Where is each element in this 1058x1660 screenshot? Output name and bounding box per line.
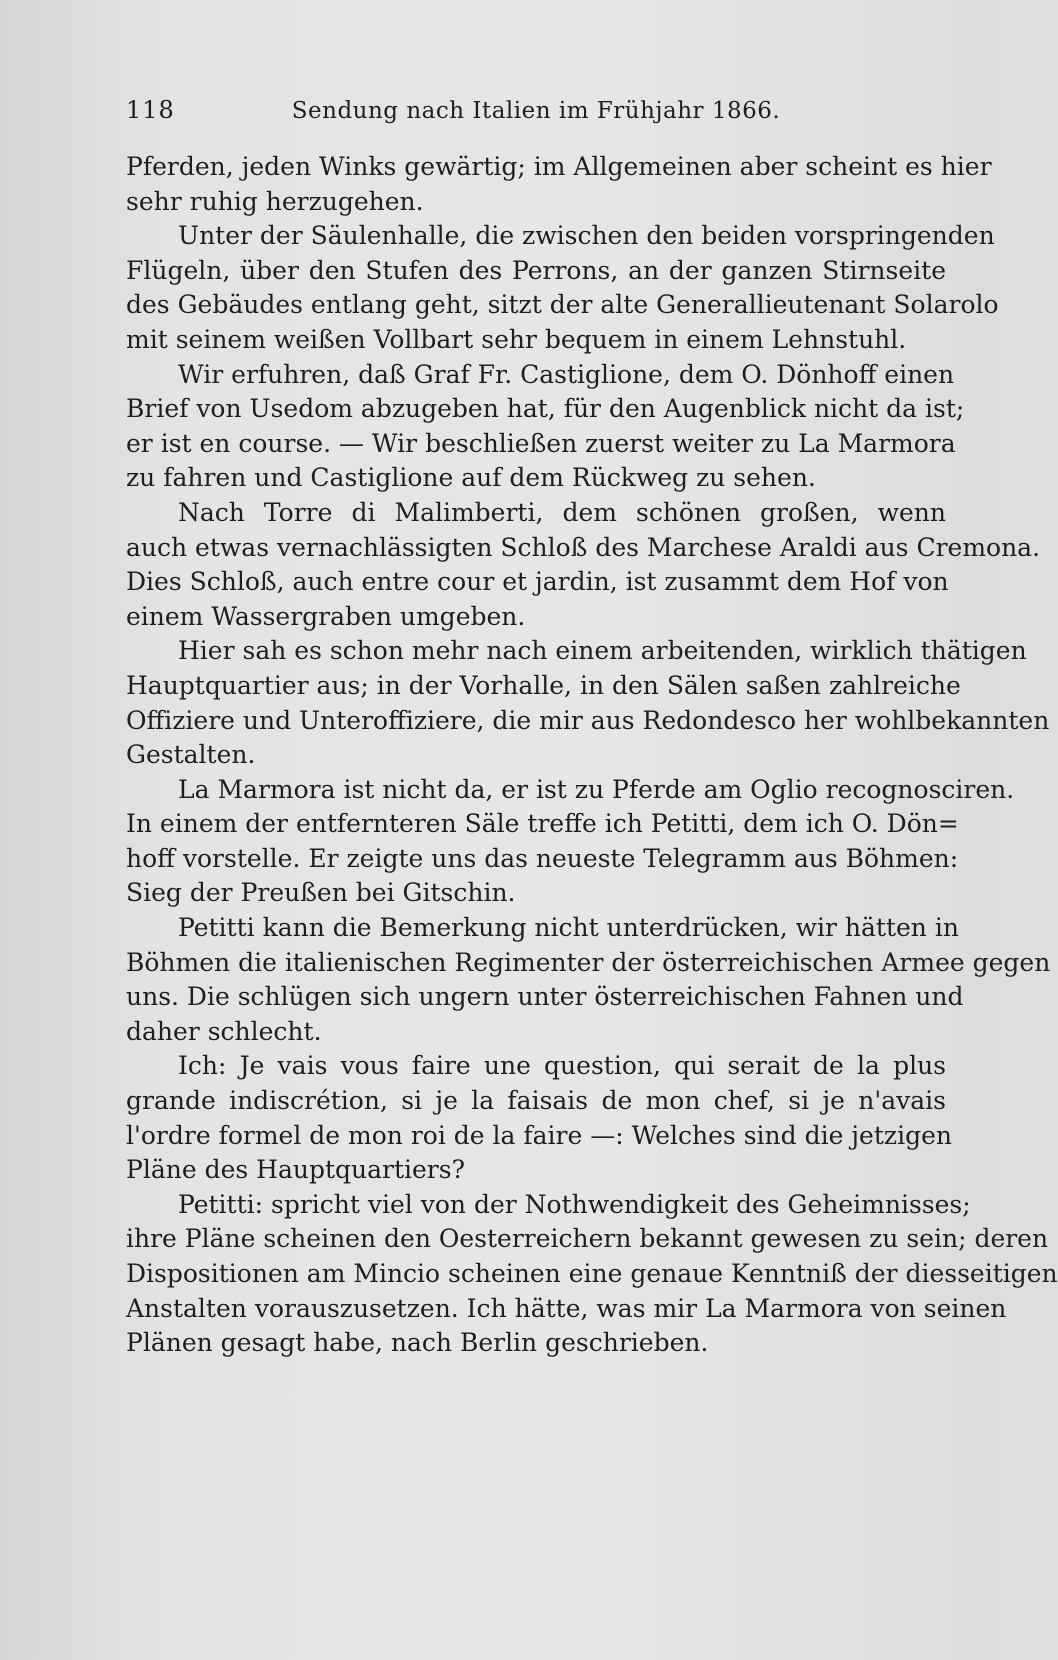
body-text — [126, 150, 1058, 1361]
text-line: Hauptquartier aus; in der Vorhalle, in den Sälen saßen zahlreiche — [126, 670, 961, 700]
text-line: uns. Die schlügen sich ungern unter österreichischen Fahnen und — [126, 982, 964, 1012]
text-line: Ich: Je vais vous faire une question, qui serait de la plus — [178, 1051, 946, 1081]
text-line: La Marmora ist nicht da, er ist zu Pferde am Oglio recognosciren. — [178, 774, 1015, 804]
text-line: Hier sah es schon mehr nach einem arbeitenden, wirklich thätigen — [178, 636, 1027, 666]
text-line: hoff vorstelle. Er zeigte uns das neueste Telegramm aus Böhmen: — [126, 843, 959, 873]
text-line: Nach Torre di Malimberti, dem schönen großen, wenn — [178, 497, 946, 527]
text-line: Pläne des Hauptquartiers? — [126, 1155, 465, 1185]
text-line: Offiziere und Unteroffiziere, die mir aus Redondesco her wohlbekannten — [126, 705, 1050, 735]
text-line: Gestalten. — [126, 740, 256, 770]
page-header — [126, 96, 946, 136]
text-line: Anstalten vorauszusetzen. Ich hätte, was mir La Marmora von seinen — [126, 1293, 1007, 1323]
text-line: Pferden, jeden Winks gewärtig; im Allgemeinen aber scheint es hier — [126, 152, 992, 181]
text-line: Dies Schloß, auch entre cour et jardin, ist zusammt dem Hof von — [126, 567, 949, 597]
text-line: ihre Pläne scheinen den Oesterreichern bekannt gewesen zu sein; deren — [126, 1224, 1049, 1254]
text-line: zu fahren und Castiglione auf dem Rückweg zu sehen. — [126, 463, 816, 493]
text-line: Petitti kann die Bemerkung nicht unterdrücken, wir hätten in — [178, 913, 959, 943]
text-line: Flügeln, über den Stufen des Perrons, an der ganzen Stirnseite — [126, 255, 946, 285]
text-line: Petitti: spricht viel von der Nothwendigkeit des Geheimnisses; — [178, 1189, 971, 1219]
text-line: Böhmen die italienischen Regimenter der österreichischen Armee gegen — [126, 947, 1051, 977]
running-title: Sendung nach Italien im Frühjahr 1866. — [291, 98, 781, 124]
text-line: einem Wassergraben umgeben. — [126, 601, 526, 631]
text-line: Wir erfuhren, daß Graf Fr. Castiglione, dem O. Dönhoff einen — [178, 359, 955, 389]
text-line: Sieg der Preußen bei Gitschin. — [126, 878, 516, 908]
page-number: 118 — [126, 96, 175, 124]
text-line: Unter der Säulenhalle, die zwischen den beiden vorspringenden — [178, 221, 995, 251]
text-line: Brief von Usedom abzugeben hat, für den Augenblick nicht da ist; — [126, 394, 965, 424]
text-line: l'ordre formel de mon roi de la faire —: Welches sind die jetzigen — [126, 1120, 952, 1150]
text-line: mit seinem weißen Vollbart sehr bequem in einem Lehnstuhl. — [126, 324, 907, 354]
text-line: er ist en course. — Wir beschließen zuerst weiter zu La Marmora — [126, 428, 956, 458]
text-line: daher schlecht. — [126, 1016, 322, 1046]
text-line: Plänen gesagt habe, nach Berlin geschrieben. — [126, 1328, 709, 1358]
text-line: In einem der entfernteren Säle treffe ich Petitti, dem ich O. Dön= — [126, 809, 959, 839]
text-line: sehr ruhig herzugehen. — [126, 186, 424, 216]
text-line: Dispositionen am Mincio scheinen eine genaue Kenntniß der diesseitigen — [126, 1259, 1058, 1288]
text-line: grande indiscrétion, si je la faisais de mon chef, si je n'avais — [126, 1086, 946, 1116]
text-line: auch etwas vernachlässigten Schloß des Marchese Araldi aus Cremona. — [126, 532, 1041, 562]
text-line: des Gebäudes entlang geht, sitzt der alte Generallieutenant Solarolo — [126, 290, 999, 320]
